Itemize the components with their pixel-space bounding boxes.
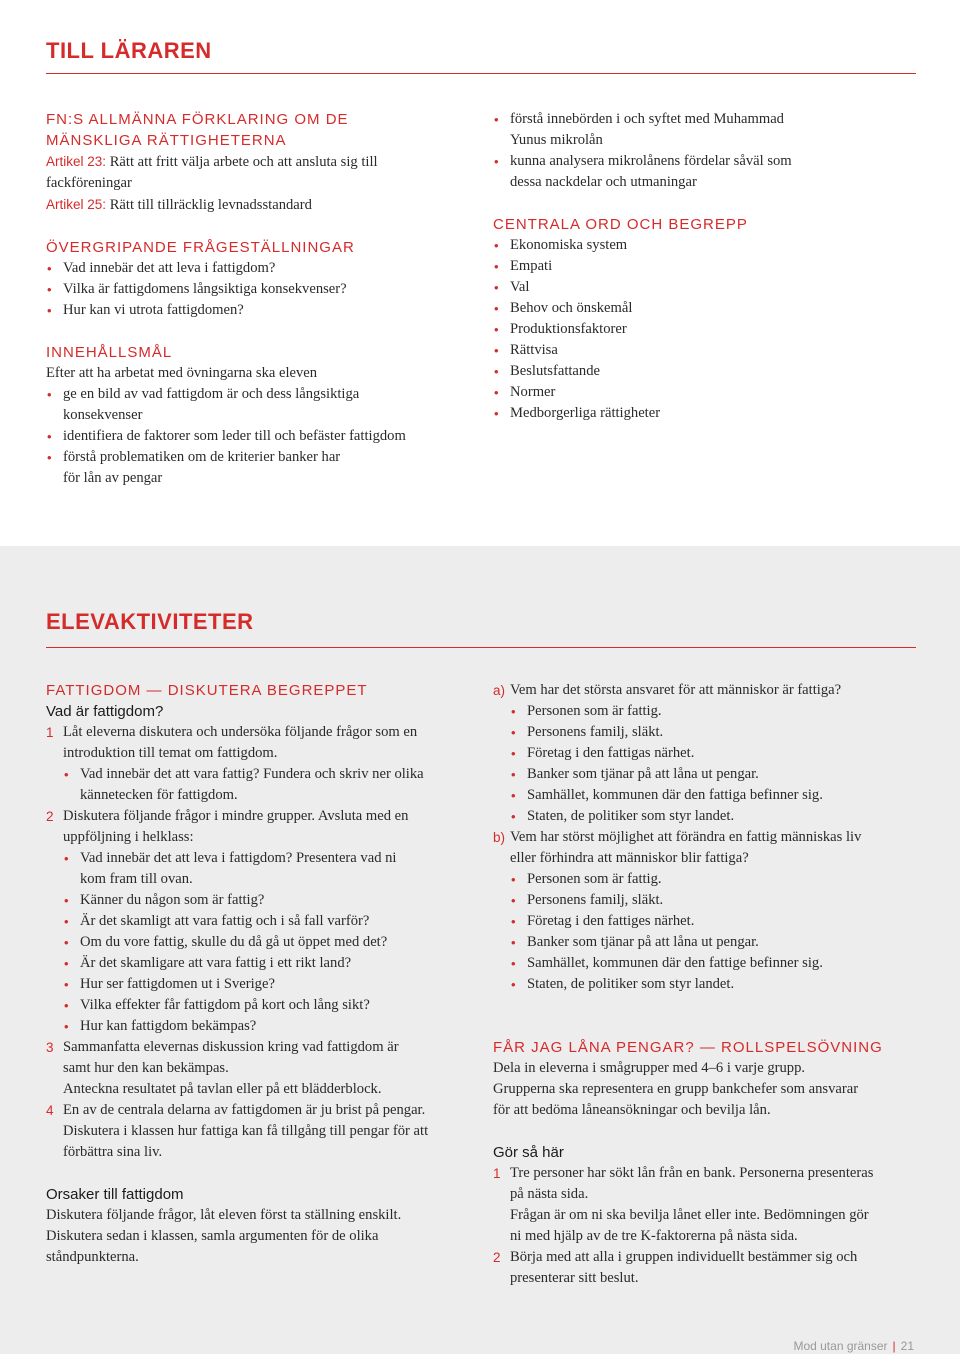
list-item: • Vad innebär det att vara fattig? Fundera och skriv ner olika kännetecken för fattigdom.	[63, 764, 476, 806]
activities-divider	[46, 647, 916, 648]
list-item: • Rättvisa	[493, 340, 913, 361]
list-item: • Vad innebär det att leva i fattigdom?	[46, 258, 476, 279]
goals-list-continued	[493, 109, 913, 193]
list-item: • förstå problematiken om de kriterier banker har för lån av pengar	[46, 447, 476, 489]
list-item: • Hur ser fattigdomen ut i Sverige?	[63, 974, 476, 995]
questions-heading: ÖVERGRIPANDE FRÅGESTÄLLNINGAR	[46, 239, 355, 256]
activities-title: ELEVAKTIVITETER	[46, 609, 254, 634]
list-item: • Banker som tjänar på att låna ut pengar.	[510, 932, 918, 953]
howto-list	[493, 1163, 918, 1289]
list-item: • ge en bild av vad fattigdom är och dess långsiktiga konsekvenser	[46, 384, 476, 426]
list-item: • Företag i den fattigas närhet.	[510, 743, 918, 764]
book-title: Mod utan gränser	[793, 1339, 888, 1353]
list-item: • identifiera de faktorer som leder till och befäster fattigdom	[46, 426, 476, 447]
list-item: • Vilka effekter får fattigdom på kort och lång sikt?	[63, 995, 476, 1016]
page-footer	[793, 1336, 914, 1354]
step-number: 3	[46, 1040, 54, 1055]
list-item: • Vad innebär det att leva i fattigdom? Presentera vad ni kom fram till ovan.	[63, 848, 476, 890]
title-divider	[46, 73, 916, 74]
list-item: • Samhället, kommunen där den fattige befinner sig.	[510, 953, 918, 974]
list-item: • Känner du någon som är fattig?	[63, 890, 476, 911]
list-item: • Är det skamligare att vara fattig i ett rikt land?	[63, 953, 476, 974]
list-item: • Hur kan fattigdom bekämpas?	[63, 1016, 476, 1037]
step-4: 4 En av de centrala delarna av fattigdomen är ju brist på pengar. Diskutera i klassen hur fattiga kan få tillgång till pengar för att förbättra sina liv.	[46, 1102, 429, 1160]
discuss-subheading: Vad är fattigdom?	[46, 703, 164, 720]
list-item: • Beslutsfattande	[493, 361, 913, 382]
list-item: • Ekonomiska system	[493, 235, 913, 256]
list-item: • Samhället, kommunen där den fattiga befinner sig.	[510, 785, 918, 806]
step-3: 3 Sammanfatta elevernas diskussion kring vad fattigdom är samt hur den kan bekämpas. Anteckna resultatet på tavlan eller på ett blädderblock.	[46, 1039, 399, 1097]
top-right-column	[493, 109, 913, 424]
list-item: • Staten, de politiker som styr landet.	[510, 806, 918, 827]
list-item: • Produktionsfaktorer	[493, 319, 913, 340]
list-item: • Om du vore fattig, skulle du då gå ut öppet med det?	[63, 932, 476, 953]
list-item: • Hur kan vi utrota fattigdomen?	[46, 300, 476, 321]
list-item: • kunna analysera mikrolånens fördelar såväl som dessa nackdelar och utmaningar	[493, 151, 913, 193]
fn-heading: FN:S ALLMÄNNA FÖRKLARING OM DE MÄNSKLIGA RÄTTIGHETERNA	[46, 111, 349, 149]
footer-separator: |	[892, 1339, 896, 1353]
article-23: Artikel 23: Rätt att fritt välja arbete och att ansluta sig till fackföreningar	[46, 154, 378, 191]
roleplay-heading: FÅR JAG LÅNA PENGAR? — ROLLSPELSÖVNING	[493, 1039, 883, 1056]
list-item: • Behov och önskemål	[493, 298, 913, 319]
list-item: • Personen som är fattig.	[510, 701, 918, 722]
list-item: • förstå innebörden i och syftet med Muhammad Yunus mikrolån	[493, 109, 913, 151]
list-item: • Personens familj, släkt.	[510, 722, 918, 743]
list-item: • Vilka är fattigdomens långsiktiga konsekvenser?	[46, 279, 476, 300]
terms-heading: CENTRALA ORD OCH BEGREPP	[493, 216, 748, 233]
article-label: Artikel 23:	[46, 154, 107, 169]
questions-list	[46, 258, 476, 321]
list-item: • Staten, de politiker som styr landet.	[510, 974, 918, 995]
howto-heading: Gör så här	[493, 1144, 564, 1161]
page-number: 21	[900, 1339, 914, 1353]
bottom-left-column	[46, 680, 476, 1268]
list-item: • Företag i den fattiges närhet.	[510, 911, 918, 932]
list-item: • Personen som är fattig.	[510, 869, 918, 890]
causes-text: Diskutera följande frågor, låt eleven först ta ställning enskilt. Diskutera sedan i klassen, samla argumenten för de olika ståndpunkterna.	[46, 1207, 402, 1265]
howto-step-1: 1 Tre personer har sökt lån från en bank. Personerna presenteras på nästa sida. Frågan är om ni ska bevilja lånet eller inte. Bedömningen gör ni med hjälp av de tre K-faktorerna på nästa sida.	[493, 1165, 874, 1244]
goals-heading: INNEHÅLLSMÅL	[46, 344, 173, 361]
list-item: • Normer	[493, 382, 913, 403]
question-b: b) Vem har störst möjlighet att förändra en fattig människas liv eller förhindra att människor blir fattiga? • Personen som är fattig. • Personens familj, släkt. • Företag i den fattiges närhet. • Banker som tjänar på att låna ut pengar. • Samhället, kommunen där den fattige befinner sig. • Staten, de politiker som styr landet.	[493, 827, 918, 995]
article-label: Artikel 25:	[46, 197, 107, 212]
step-2: 2 Diskutera följande frågor i mindre grupper. Avsluta med en uppföljning i helklass: • Vad innebär det att leva i fattigdom? Presentera vad ni kom fram till ovan. • Känner du någon som är fattig? • Är det skamligt att vara fattig och i så fall varför? • Om du vore fattig, skulle du då gå ut öppet med det? • Är det skamligare att vara fattig i ett rikt land? • Hur ser fattigdomen ut i Sverige? • Vilka effekter får fattigdom på kort och lång sikt? • Hur kan fattigdom bekämpas?	[46, 806, 476, 1037]
step-1: 1 Låt eleverna diskutera och undersöka följande frågor som en introduktion till temat om fattigdom. • Vad innebär det att vara fattig? Fundera och skriv ner olika kännetecken för fattigdom.	[46, 722, 476, 806]
step-number: 1	[46, 725, 54, 740]
article-25: Artikel 25: Rätt till tillräcklig levnadsstandard	[46, 197, 312, 213]
roleplay-text: Dela in eleverna i smågrupper med 4–6 i varje grupp. Grupperna ska representera en grupp bankchefer som ansvarar för att bedöma låneansökningar och bevilja lån.	[493, 1060, 859, 1118]
top-left-column	[46, 109, 476, 489]
page-title: TILL LÄRAREN	[46, 38, 212, 63]
step-number: 1	[493, 1166, 501, 1181]
question-a: a) Vem har det största ansvaret för att människor är fattiga? • Personen som är fattig. • Personens familj, släkt. • Företag i den fattigas närhet. • Banker som tjänar på att låna ut pengar. • Samhället, kommunen där den fattiga befinner sig. • Staten, de politiker som styr landet.	[493, 680, 918, 827]
discuss-heading: FATTIGDOM — DISKUTERA BEGREPPET	[46, 682, 368, 699]
list-item: • Medborgerliga rättigheter	[493, 403, 913, 424]
goals-list	[46, 384, 476, 489]
causes-heading: Orsaker till fattigdom	[46, 1186, 184, 1203]
list-item: • Personens familj, släkt.	[510, 890, 918, 911]
question-label: b)	[493, 830, 506, 845]
list-item: • Empati	[493, 256, 913, 277]
terms-list	[493, 235, 913, 424]
list-item: • Är det skamligt att vara fattig och i så fall varför?	[63, 911, 476, 932]
question-label: a)	[493, 683, 506, 698]
howto-step-2: 2 Börja med att alla i gruppen individuellt bestämmer sig och presenterar sitt beslut.	[493, 1249, 858, 1286]
step-number: 2	[46, 809, 54, 824]
step-number: 2	[493, 1250, 501, 1265]
step-number: 4	[46, 1103, 54, 1118]
list-item: • Banker som tjänar på att låna ut pengar.	[510, 764, 918, 785]
goals-intro: Efter att ha arbetat med övningarna ska eleven	[46, 365, 318, 381]
steps-list	[46, 722, 476, 1163]
list-item: • Val	[493, 277, 913, 298]
bottom-right-column	[493, 680, 918, 1289]
